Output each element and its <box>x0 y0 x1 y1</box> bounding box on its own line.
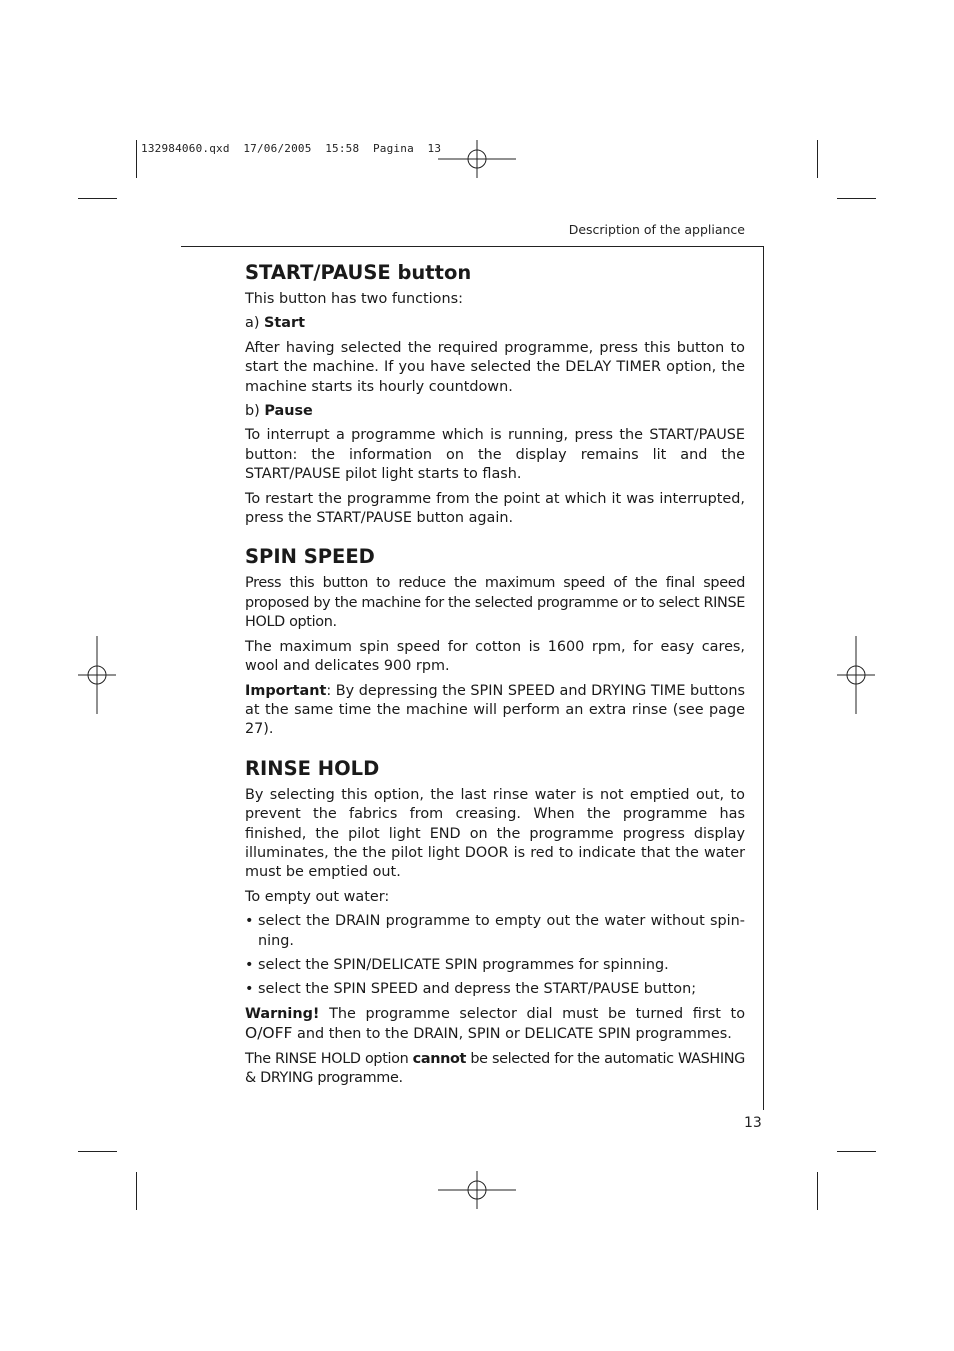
rinse-hold-title: RINSE HOLD <box>245 756 380 780</box>
spin-speed-important: Important: By depressing the SPIN SPEED and DRYING TIME buttons at the same time the machine will perform an extra rinse (see page 27). <box>245 682 745 738</box>
start-subheading: a) Start <box>245 315 305 332</box>
start-pause-title: START/PAUSE button <box>245 261 472 284</box>
rinse-hold-text-2: To empty out water: <box>245 888 390 905</box>
start-pause-intro: This button has two functions: <box>245 291 463 307</box>
spin-speed-title: SPIN SPEED <box>245 545 375 569</box>
list-item: • select the SPIN/DELICATE SPIN programmes for spinning. <box>245 956 669 973</box>
start-text: After having selected the required programme, press this button to start the machine. If you have selected the DELAY TIMER option, the machine starts its hourly countdown. <box>245 339 745 395</box>
spin-speed-text-2: The maximum spin speed for cotton is 1600 rpm, for easy cares, wool and delicates 900 rpm. <box>245 638 745 675</box>
list-item: • select the SPIN SPEED and depress the START/PAUSE button; <box>245 981 697 998</box>
pause-text-2: To restart the programme from the point at which it was interrupted, press the START/PAUSE button again. <box>245 490 745 527</box>
rinse-hold-section <box>245 756 745 1089</box>
page-content <box>245 260 745 1093</box>
spin-speed-text-1: Press this button to reduce the maximum speed of the final speed proposed by the machine for the selected programme or to select RINSE HOLD option. <box>245 575 745 631</box>
spin-speed-section <box>245 544 745 739</box>
pause-text-1: To interrupt a programme which is running, press the START/PAUSE button: the information on the display remains lit and the START/PAUSE pilot light starts to flash. <box>245 427 745 483</box>
running-header: Description of the appliance <box>568 222 745 237</box>
rinse-hold-note: The RINSE HOLD option cannot be selected for the automatic WASHING & DRYING programme. <box>245 1050 745 1086</box>
off-symbol: O/OFF <box>245 1024 293 1043</box>
header-rule <box>181 246 764 247</box>
rinse-hold-text-1: By selecting this option, the last rinse water is not emptied out, to prevent the fabrics from creasing. When the programme has finished, the pilot light END on the programme progress display illuminates, the the pilot light DOOR is red to indicate that the water must be emptied out. <box>245 786 745 881</box>
start-pause-section <box>245 260 745 528</box>
print-slug: 132984060.qxd 17/06/2005 15:58 Pagina 13 <box>141 142 442 155</box>
list-item: • select the DRAIN programme to empty out the water without spin-ning. <box>245 913 745 949</box>
side-rule <box>763 246 764 1110</box>
page-number: 13 <box>744 1115 762 1131</box>
rinse-hold-warning: Warning! The programme selector dial must be turned first to O/OFF and then to the DRAIN, SPIN or DELICATE SPIN programmes. <box>245 1005 745 1043</box>
pause-subheading: b) Pause <box>245 403 313 420</box>
